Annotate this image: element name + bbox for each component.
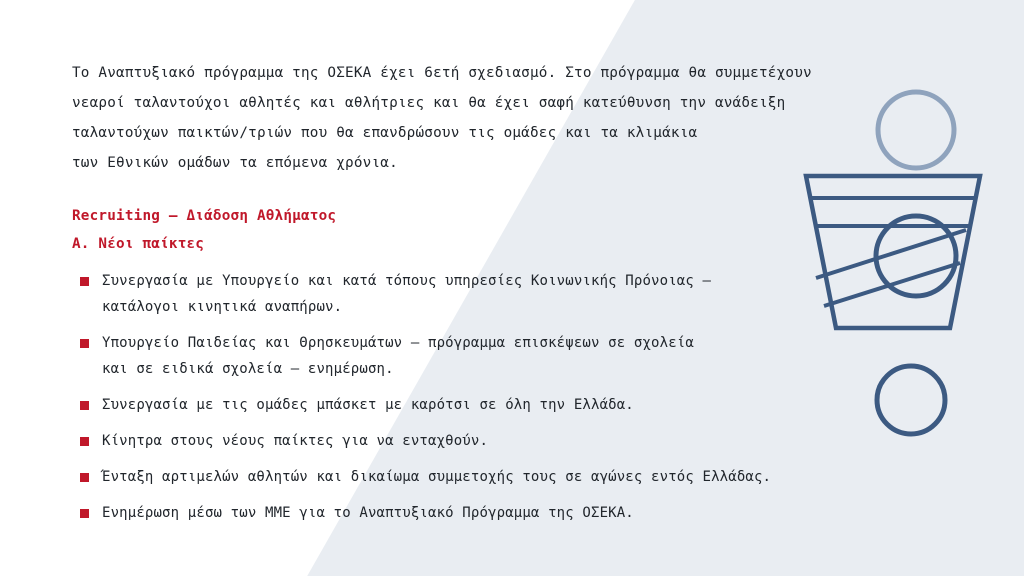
bullet-square-icon xyxy=(80,437,89,446)
list-item xyxy=(72,268,872,320)
list-item-line-1: Συνεργασία με Υπουργείο και κατά τόπους υπηρεσίες Κοινωνικής Πρόνοιας – xyxy=(102,273,712,289)
list-item xyxy=(72,500,872,526)
list-item-line-1: Συνεργασία με τις ομάδες μπάσκετ με καρότσι σε όλη την Ελλάδα. xyxy=(102,397,634,413)
intro-line-3: ταλαντούχων παικτών/τριών που θα επανδρώσουν τις ομάδες και τα κλιμάκια xyxy=(72,125,698,141)
list-item-line-1: Ενημέρωση μέσω των ΜΜΕ για το Αναπτυξιακό Πρόγραμμα της ΟΣΕΚΑ. xyxy=(102,505,634,521)
slide-content xyxy=(72,58,872,536)
list-item-line-1: Κίνητρα στους νέους παίκτες για να ενταχθούν. xyxy=(102,433,489,449)
intro-line-1: Το Αναπτυξιακό πρόγραμμα της ΟΣΕΚΑ έχει 6ετή σχεδιασμό. Στο πρόγραμμα θα συμμετέχουν xyxy=(72,65,812,81)
list-item xyxy=(72,392,872,418)
bullet-square-icon xyxy=(80,339,89,348)
bullet-square-icon xyxy=(80,401,89,410)
bullet-square-icon xyxy=(80,473,89,482)
section-subheading: Α. Νέοι παίκτες xyxy=(72,236,205,252)
list-item-line-2: και σε ειδικά σχολεία – ενημέρωση. xyxy=(102,361,394,377)
bullet-list xyxy=(72,268,872,526)
intro-line-4: των Εθνικών ομάδων τα επόμενα χρόνια. xyxy=(72,155,398,171)
list-item xyxy=(72,428,872,454)
circle-bottom-icon xyxy=(877,366,945,434)
intro-paragraph xyxy=(72,58,872,178)
bullet-square-icon xyxy=(80,509,89,518)
bullet-square-icon xyxy=(80,277,89,286)
list-item-line-1: Υπουργείο Παιδείας και Θρησκευμάτων – πρόγραμμα επισκέψεων σε σχολεία xyxy=(102,335,694,351)
section-heading: Recruiting – Διάδοση Αθλήματος xyxy=(72,208,337,224)
list-item-line-2: κατάλογοι κινητικά αναπήρων. xyxy=(102,299,343,315)
list-item xyxy=(72,330,872,382)
list-item xyxy=(72,464,872,490)
intro-line-2: νεαροί ταλαντούχοι αθλητές και αθλήτριες και θα έχει σαφή κατεύθυνση την ανάδειξη xyxy=(72,95,786,111)
circle-top-icon xyxy=(878,92,954,168)
list-item-line-1: Ένταξη αρτιμελών αθλητών και δικαίωμα συμμετοχής τους σε αγώνες εντός Ελλάδας. xyxy=(102,469,772,485)
